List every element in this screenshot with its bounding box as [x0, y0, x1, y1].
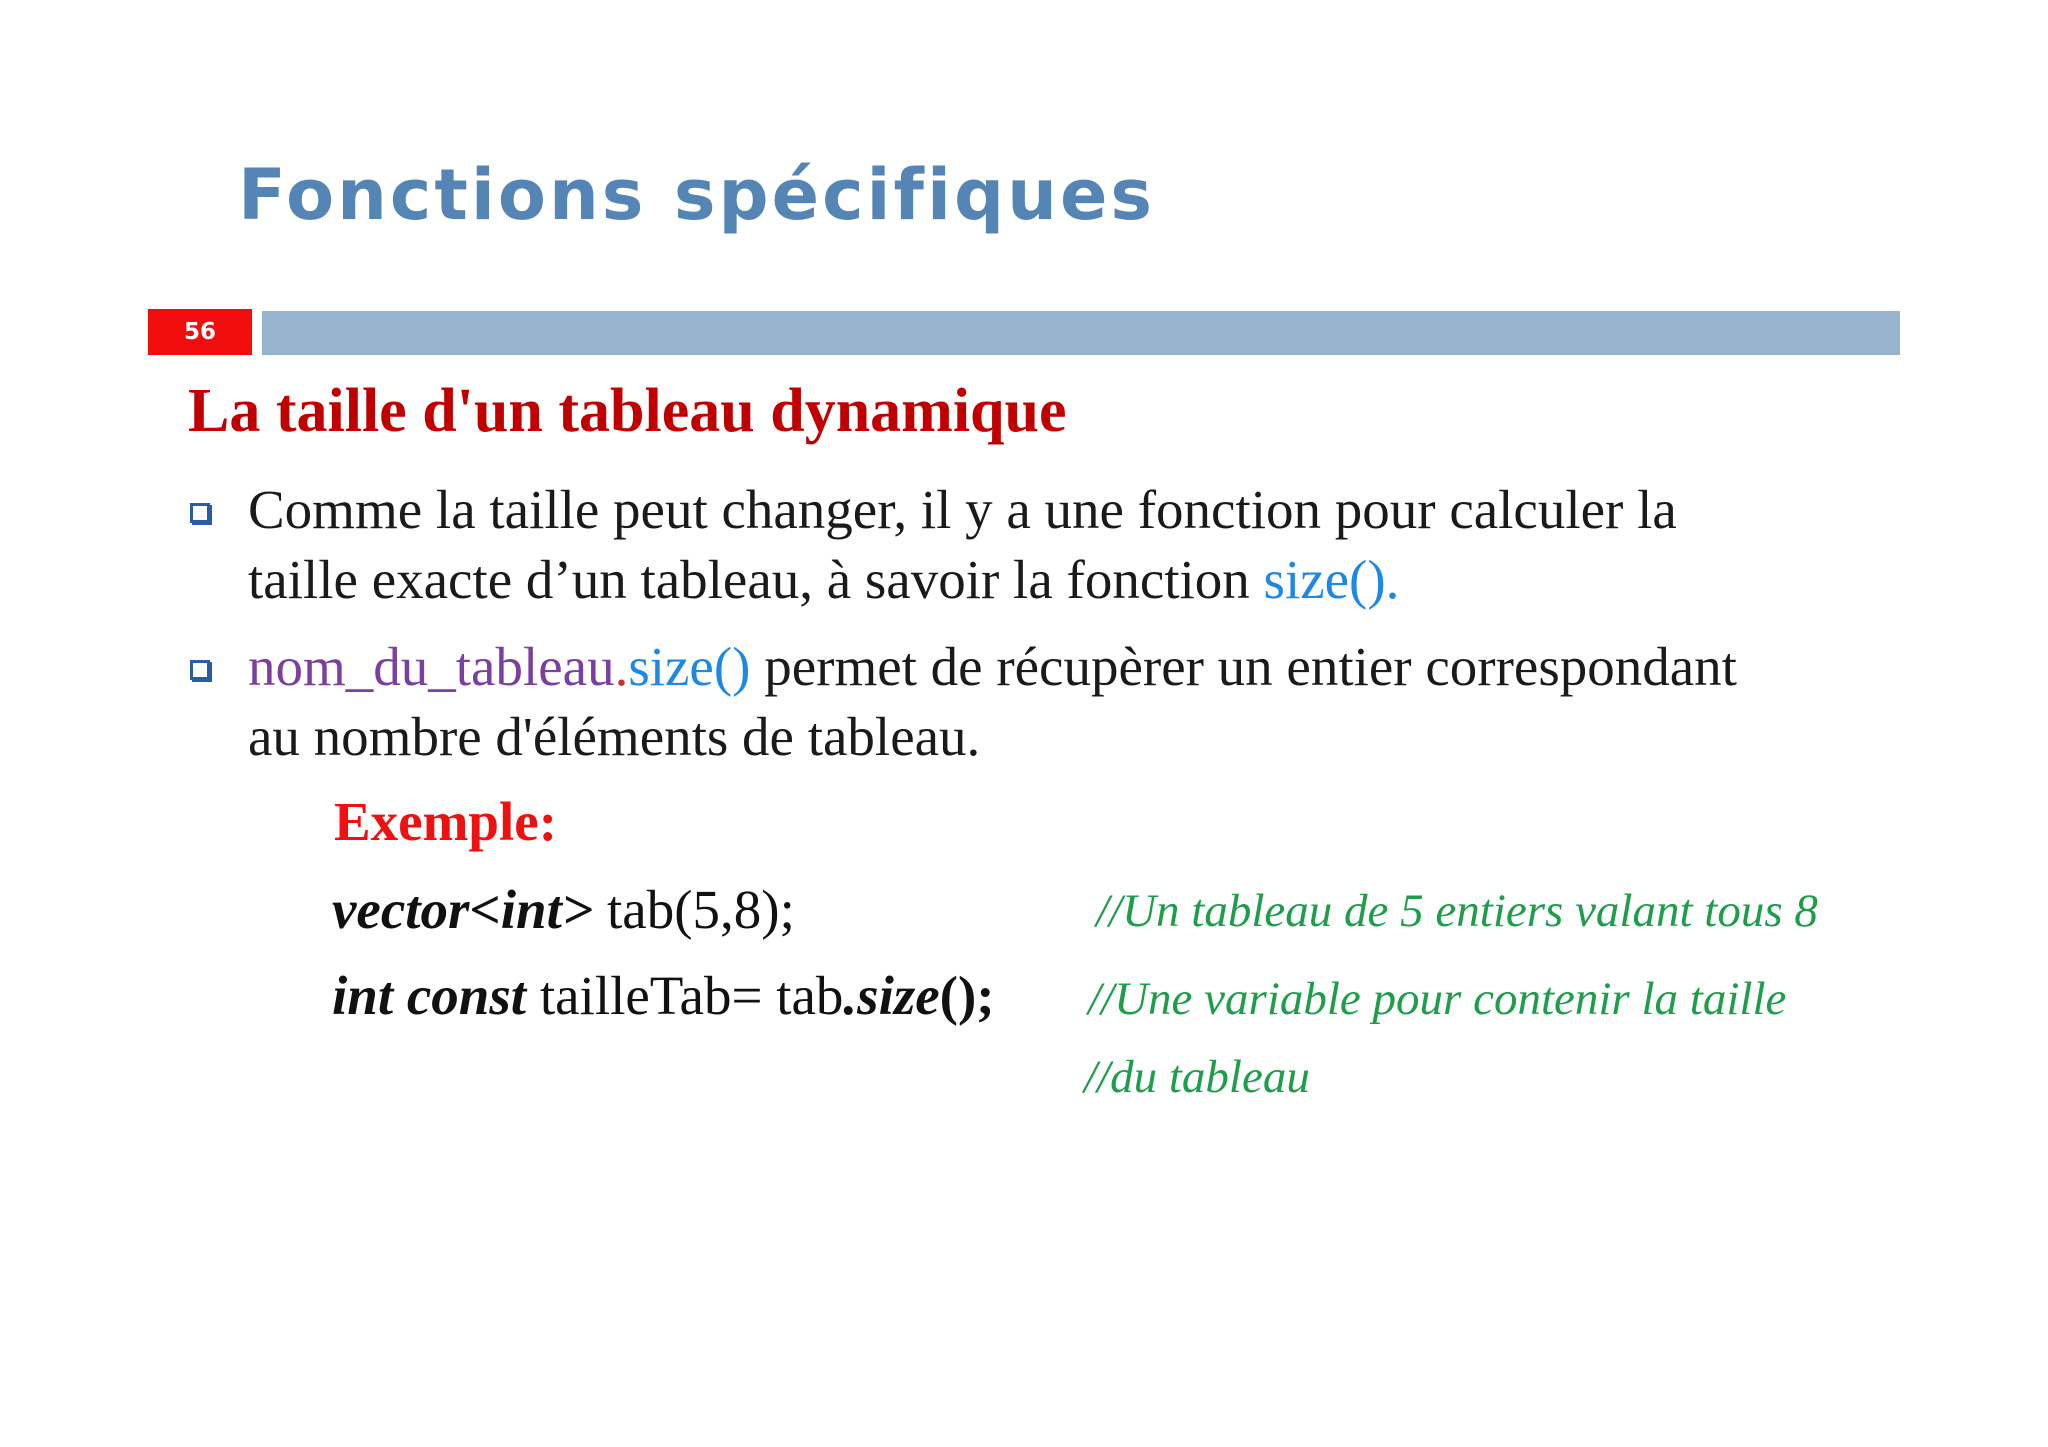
- bullet-item-2: [190, 632, 1910, 772]
- code-comment-1: //Un tableau de 5 entiers valant tous 8: [1096, 885, 1818, 937]
- variable-name: nom_du_tableau: [248, 636, 615, 697]
- bullet-1-line-2: [248, 545, 1399, 615]
- size-method: size(): [628, 636, 751, 697]
- title-bar: [262, 311, 1900, 355]
- code-keyword: vector<int>: [332, 879, 594, 940]
- section-heading: La taille d'un tableau dynamique: [188, 377, 1067, 445]
- bullet-square-icon: [190, 503, 210, 523]
- code-text: tailleTab= tab: [526, 965, 844, 1026]
- slide-title: Fonctions spécifiques: [238, 154, 1156, 236]
- size-function-highlight: size().: [1263, 549, 1400, 610]
- bullet-item-1: [190, 475, 1910, 615]
- page-number-badge: [148, 309, 252, 355]
- code-text: tab(5,8);: [593, 879, 795, 940]
- code-line-2: [332, 964, 995, 1027]
- bullet-1-line-1: [248, 475, 1677, 545]
- code-comment-2: //Une variable pour contenir la taille: [1088, 973, 1787, 1025]
- code-keyword: int const: [332, 965, 527, 1026]
- code-line-1: [332, 878, 795, 941]
- code-method: .size: [843, 965, 940, 1026]
- bullet-2-text-2: au nombre d'éléments de tableau.: [248, 706, 981, 767]
- example-label: Exemple:: [334, 791, 558, 852]
- code-end: ();: [939, 965, 995, 1026]
- bullet-2-line-2: [248, 702, 980, 772]
- bullet-2-text: permet de récupèrer un entier correspondant: [750, 636, 1737, 697]
- bullet-2-line-1: [248, 632, 1737, 702]
- page-number: 56: [183, 319, 216, 345]
- bullet-1-text-2: taille exacte d’un tableau, à savoir la fonction: [248, 549, 1264, 610]
- code-comment-3: //du tableau: [1084, 1051, 1310, 1103]
- dot-operator: .: [614, 636, 629, 697]
- bullet-square-icon: [190, 660, 210, 680]
- bullet-1-text: Comme la taille peut changer, il y a une fonction pour calculer la: [248, 479, 1677, 540]
